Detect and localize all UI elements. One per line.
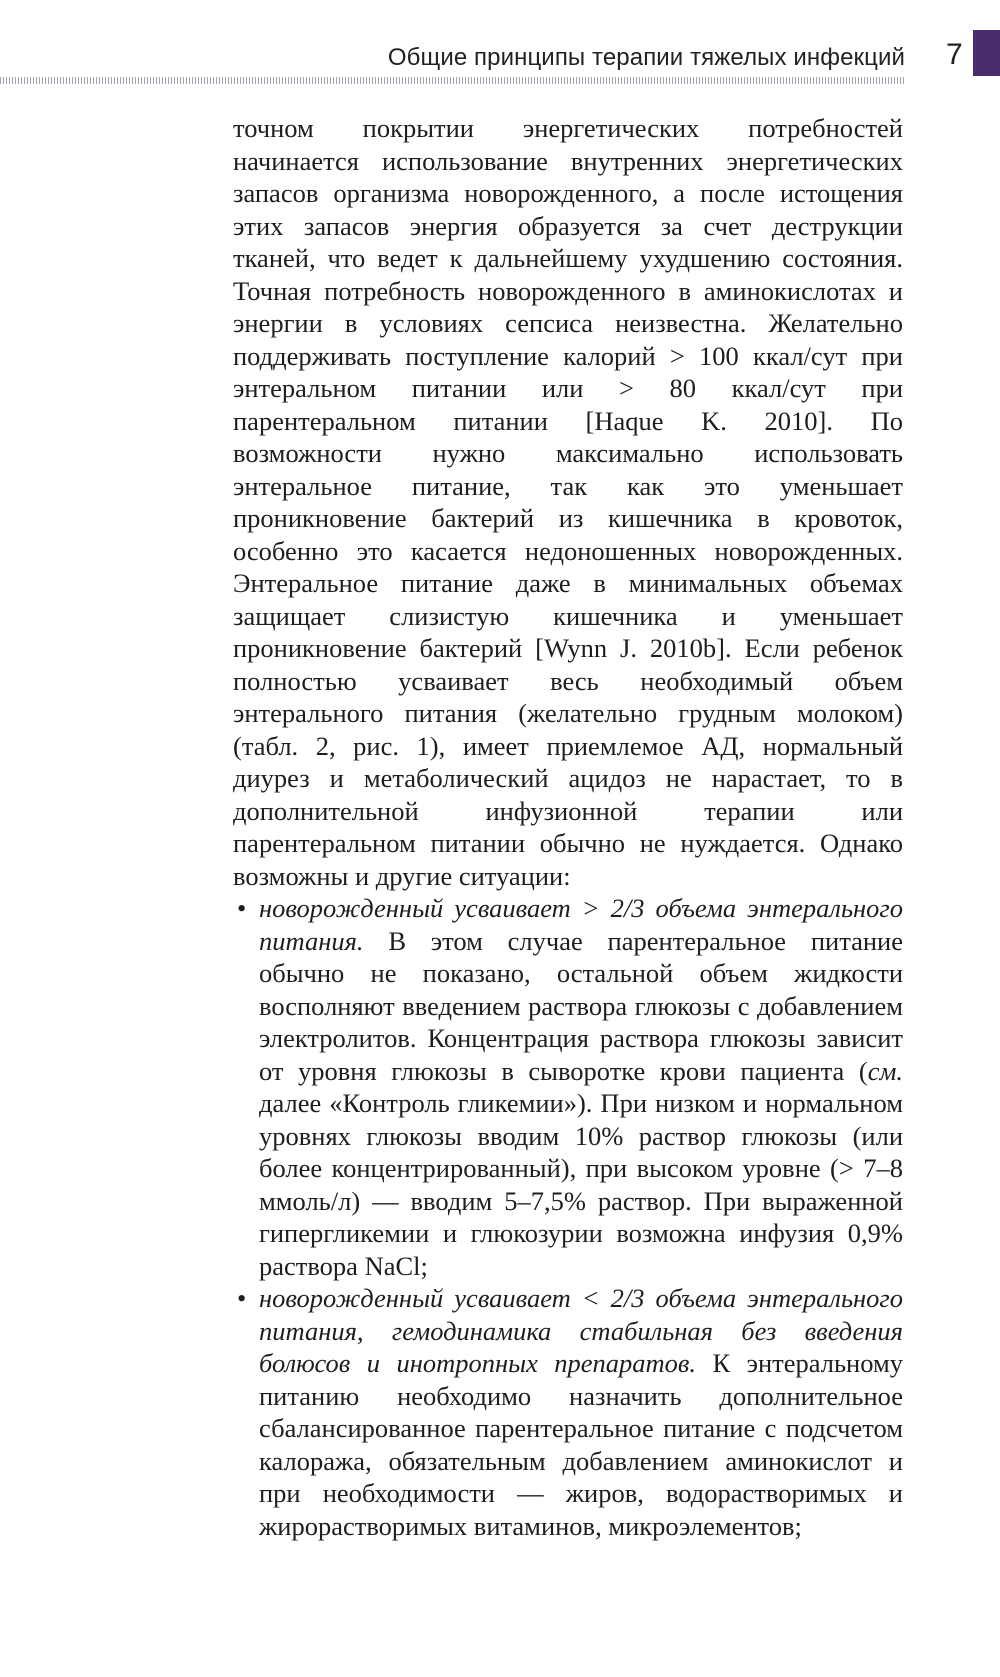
header-dotted-rule	[0, 77, 905, 84]
bullet-mark: •	[237, 893, 247, 923]
situations-list	[233, 892, 903, 1542]
section-accent-tab	[973, 30, 1000, 76]
running-header	[0, 40, 1000, 80]
list-item	[233, 892, 903, 1282]
page-number: 7	[946, 38, 963, 71]
body-text	[233, 112, 903, 1542]
body-paragraph: точном покрытии энергетических потребностей начинается использование внутренних энергетических запасов организма новорожденного, а после истощения этих запасов энергия образуется за счет деструкции тканей, что ведет к дальнейшему ухудшению состояния. Точная потребность новорожденного в аминокислотах и энергии в условиях сепсиса неизвестна. Желательно поддерживать поступление калорий > 100 ккал/сут при энтеральном питании или > 80 ккал/сут при парентеральном питании [Haque K. 2010]. По возможности нужно максимально использовать энтеральное питание, так как это уменьшает проникновение бактерий из кишечника в кровоток, особенно это касается недоношенных новорожденных. Энтеральное питание даже в минимальных объемах защищает слизистую кишечника и уменьшает проникновение бактерий [Wynn J. 2010b]. Если ребенок полностью усваивает весь необходимый объем энтерального питания (желательно грудным молоком) (табл. 2, рис. 1), имеет приемлемое АД, нормальный диурез и метаболический ацидоз не нарастает, то в дополнительной инфузионной терапии или парентеральном питании обычно не нуждается. Однако возможны и другие ситуации:	[233, 113, 903, 891]
list-item-lead: новорожденный усваивает > 2/3 объема энтерального питания.	[259, 893, 903, 956]
list-item-text: К энтеральному питанию необходимо назначить дополнительное сбалансированное парентеральное питание с подсчетом калоража, обязательным добавлением аминокислот и при необходимости — жиров, водорастворимых и жирорастворимых витаминов, микроэлементов;	[259, 1348, 903, 1541]
list-item-text: В этом случае парентеральное питание обычно не показано, остальной объем жидкости восполняют введением раствора глюкозы с добавлением электролитов. Концентрация раствора глюкозы зависит от уровня глюкозы в сыворотке крови пациента (	[259, 925, 903, 1086]
cross-reference-abbr: см.	[867, 1055, 903, 1086]
list-item	[233, 1282, 903, 1542]
running-title: Общие принципы терапии тяжелых инфекций	[387, 44, 905, 71]
list-item-text-cont: далее «Контроль гликемии»). При низком и нормальном уровнях глюкозы вводим 10% раствор глюкозы (или более концентрированный), при высоком уровне (> 7–8 ммоль/л) — вводим 5–7,5% раствор. При выраженной гипергликемии и глюкозурии возможна инфузия 0,9% раствора NaCl;	[259, 1088, 903, 1281]
bullet-mark: •	[237, 1283, 247, 1313]
list-item-lead: новорожденный усваивает < 2/3 объема энтерального питания, гемодинамика стабильная без введения болюсов и инотропных препаратов.	[259, 1283, 903, 1378]
